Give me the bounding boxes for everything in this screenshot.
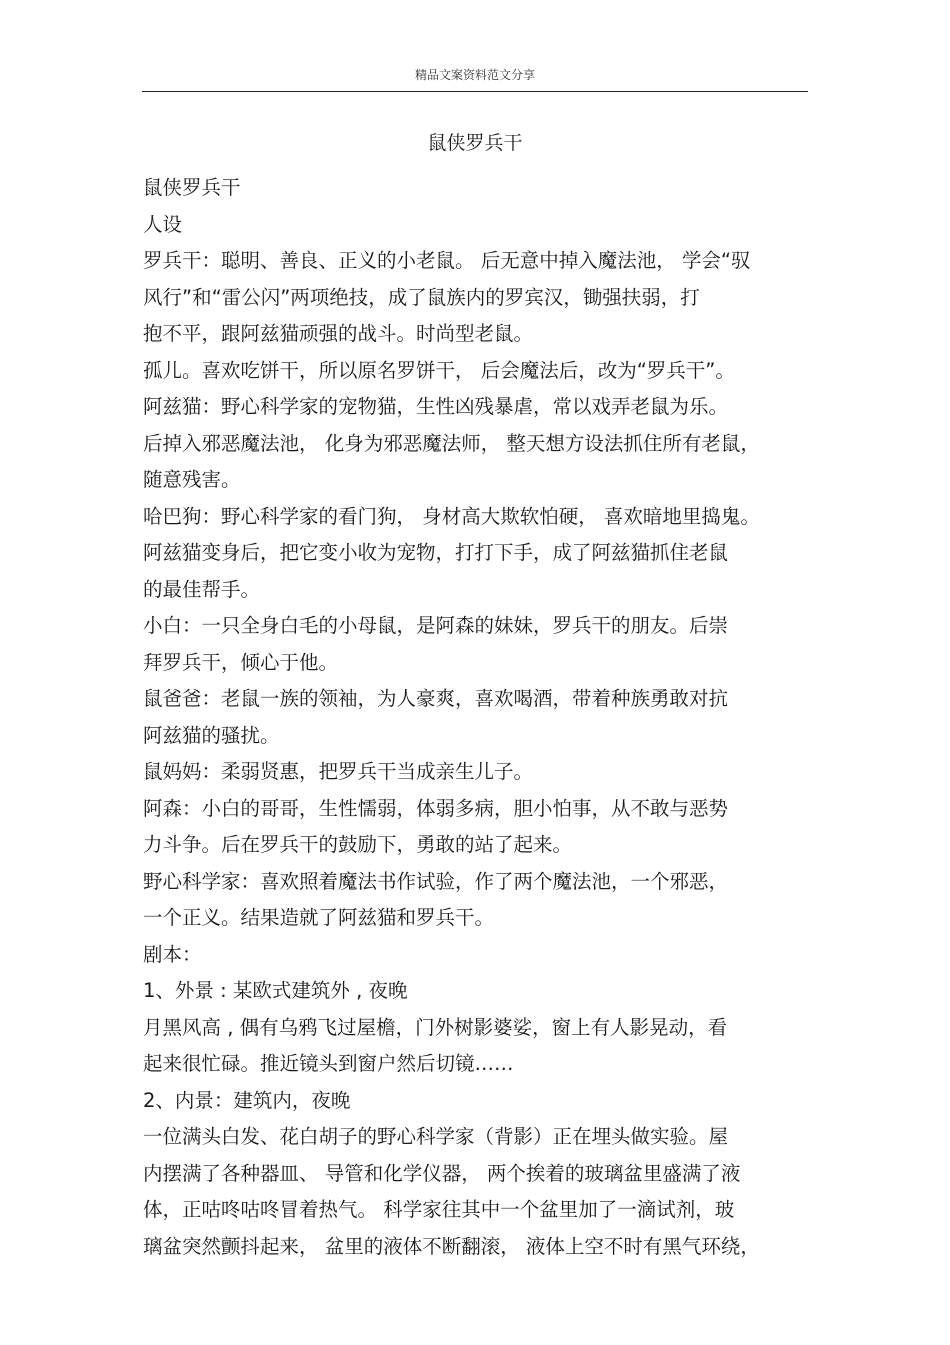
text-line: 拜罗兵干，倾心于他。 xyxy=(143,650,339,674)
text-line: 阿兹猫：野心科学家的宠物猫，生性凶残暴虐，常以戏弄老鼠为乐。 xyxy=(143,395,729,418)
text-line: 1、外景 : 某欧式建筑外 , 夜晚 xyxy=(143,979,408,1002)
text-line: 鼠侠罗兵干 xyxy=(143,176,241,199)
text-line: 野心科学家：喜欢照着魔法书作试验，作了两个魔法池，一个邪恶， xyxy=(143,869,729,893)
text-line: 罗兵干：聪明、善良、正义的小老鼠。 后无意中掉入魔法池， 学会“驭 xyxy=(143,249,751,272)
text-line: 随意残害。 xyxy=(143,468,241,491)
text-line: 起来很忙碌。推近镜头到窗户然后切镜…… xyxy=(143,1052,514,1075)
text-line: 体，正咕咚咕咚冒着热气。 科学家往其中一个盆里加了一滴试剂，玻 xyxy=(143,1198,735,1221)
text-line: 2、内景：建筑内，夜晚 xyxy=(143,1088,351,1112)
text-line: 一个正义。结果造就了阿兹猫和罗兵干。 xyxy=(143,906,495,929)
text-line: 后掉入邪恶魔法池， 化身为邪恶魔法师， 整天想方设法抓住所有老鼠， xyxy=(143,431,760,455)
header-divider xyxy=(142,91,808,92)
text-line: 璃盆突然颤抖起来， 盆里的液体不断翻滚， 液体上空不时有黑气环绕， xyxy=(143,1234,760,1258)
header-note: 精品文案资料范文分享 xyxy=(414,68,535,82)
text-line: 人设 xyxy=(143,212,183,236)
text-line: 一位满头白发、花白胡子的野心科学家（背影）正在埋头做实验。屋 xyxy=(143,1125,729,1148)
document-title: 鼠侠罗兵干 xyxy=(427,132,523,154)
text-line: 风行”和“雷公闪”两项绝技，成了鼠族内的罗宾汉，锄强扶弱，打 xyxy=(143,285,700,309)
text-line: 鼠爸爸：老鼠一族的领袖，为人豪爽，喜欢喝酒，带着种族勇敢对抗 xyxy=(143,687,729,710)
text-line: 孤儿。喜欢吃饼干，所以原名罗饼干， 后会魔法后，改为“罗兵干”。 xyxy=(143,358,735,382)
text-line: 内摆满了各种器皿、 导管和化学仪器， 两个挨着的玻璃盆里盛满了液 xyxy=(143,1161,741,1185)
text-line: 小白：一只全身白毛的小母鼠，是阿森的妹妹，罗兵干的朋友。后崇 xyxy=(143,614,729,637)
text-line: 哈巴狗：野心科学家的看门狗， 身材高大欺软怕硬， 喜欢暗地里捣鬼。 xyxy=(143,504,760,528)
text-line: 月黑风高 , 偶有乌鸦飞过屋檐，门外树影婆娑，窗上有人影晃动，看 xyxy=(143,1015,728,1039)
text-line: 的最佳帮手。 xyxy=(143,577,261,601)
text-line: 阿兹猫变身后，把它变小收为宠物，打打下手，成了阿兹猫抓住老鼠 xyxy=(143,541,729,564)
text-line: 抱不平，跟阿兹猫顽强的战斗。时尚型老鼠。 xyxy=(143,322,534,345)
text-line: 阿森：小白的哥哥，生性懦弱，体弱多病，胆小怕事，从不敢与恶势 xyxy=(143,796,729,820)
document-body xyxy=(143,170,813,1265)
text-line: 阿兹猫的骚扰。 xyxy=(143,723,280,747)
text-line: 剧本： xyxy=(143,942,202,966)
text-line: 鼠妈妈：柔弱贤惠，把罗兵干当成亲生儿子。 xyxy=(143,760,534,783)
text-line: 力斗争。后在罗兵干的鼓励下，勇敢的站了起来。 xyxy=(143,833,573,856)
